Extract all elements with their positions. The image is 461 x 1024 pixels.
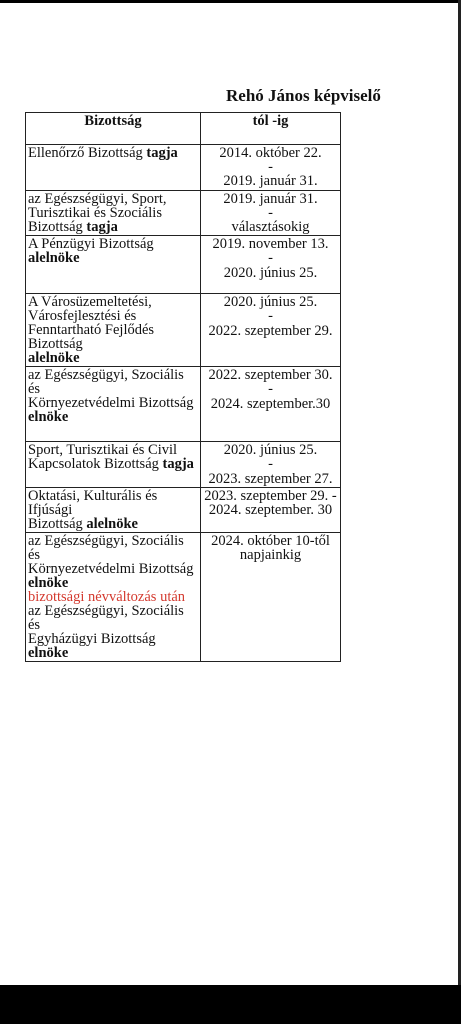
committee-text: Bizottság <box>28 516 87 533</box>
role-text: elnöke <box>28 409 69 426</box>
committee-line <box>28 337 198 351</box>
period-line: - <box>268 308 273 325</box>
period-line: - <box>268 381 273 398</box>
name-change-note: bizottsági névváltozás után <box>28 589 186 606</box>
period-line: 2022. szeptember 29. <box>208 322 333 339</box>
committee-cell <box>26 367 201 442</box>
table-row <box>26 442 341 488</box>
period-line: 2023. szeptember 29. - <box>204 488 337 505</box>
role-text: alelnöke <box>86 516 138 533</box>
period-line: 2023. szeptember 27. <box>208 470 333 487</box>
navigation-bar <box>0 985 461 1024</box>
table-header-row <box>26 113 341 145</box>
table-row <box>26 145 341 191</box>
committee-text: Ellenőrző Bizottság <box>28 145 147 161</box>
committee-line <box>28 251 198 265</box>
committee-text: az Egészségügyi, Szociális és <box>28 533 184 564</box>
committee-text: Bizottság <box>28 218 87 235</box>
period-line: 2024. szeptember. 30 <box>208 502 333 519</box>
committee-cell <box>26 533 201 662</box>
period-cell <box>201 236 341 294</box>
period-line: 2024. szeptember.30 <box>210 395 331 412</box>
period-cell <box>201 145 341 191</box>
table-row <box>26 533 341 662</box>
committee-line <box>28 146 198 160</box>
committee-line <box>28 590 198 604</box>
committee-cell <box>26 190 201 236</box>
committee-line <box>28 206 198 220</box>
period-line: 2020. június 25. <box>223 294 318 311</box>
committee-text: Egyházügyi Bizottság <box>28 631 156 648</box>
committee-line <box>28 604 198 632</box>
committee-line <box>28 534 198 562</box>
committee-line <box>28 646 198 660</box>
committee-line <box>28 323 198 337</box>
role-text: elnöke <box>28 645 69 662</box>
committee-text: A Pénzügyi Bizottság <box>28 236 154 253</box>
committee-line <box>28 632 198 646</box>
period-line: 2020. június 25. <box>223 264 318 281</box>
committee-text: A Városüzemeltetési, <box>28 294 152 311</box>
committee-cell <box>26 294 201 367</box>
committee-text: Környezetvédelmi Bizottság <box>28 395 194 412</box>
committee-cell <box>26 488 201 533</box>
role-text: tagja <box>86 218 118 235</box>
header-period: tól -ig <box>201 113 341 145</box>
committee-line <box>28 489 198 517</box>
committee-text: Környezetvédelmi Bizottság <box>28 561 194 578</box>
period-line: - <box>268 456 273 473</box>
period-line: 2020. június 25. <box>223 442 318 459</box>
role-text: elnöke <box>28 575 69 592</box>
table-row <box>26 488 341 533</box>
committee-line <box>28 457 198 471</box>
committee-line <box>28 443 198 457</box>
period-line: 2019. január 31. <box>223 173 318 190</box>
committee-text: az Egészségügyi, Sport, <box>28 190 167 207</box>
period-line: - <box>268 250 273 267</box>
committee-line <box>28 220 198 234</box>
committee-line <box>28 237 198 251</box>
document-title: Rehó János képviselő <box>226 86 381 105</box>
committee-line <box>28 517 198 531</box>
committee-line <box>28 309 198 323</box>
role-text: tagja <box>162 456 194 473</box>
period-cell <box>201 190 341 236</box>
committee-text: az Egészségügyi, Szociális és <box>28 603 184 634</box>
table-row <box>26 294 341 367</box>
period-cell <box>201 442 341 488</box>
committee-text: az Egészségügyi, Szociális és <box>28 367 184 398</box>
role-text: alelnöke <box>28 350 80 367</box>
period-line: 2022. szeptember 30. <box>208 367 333 384</box>
committee-cell <box>26 442 201 488</box>
committee-line <box>28 295 198 309</box>
committee-text: Városfejlesztési és <box>28 308 137 325</box>
period-line: 2019. november 13. <box>212 236 329 253</box>
committee-line <box>28 576 198 590</box>
period-line: 2019. január 31. <box>223 190 318 207</box>
table-row <box>26 367 341 442</box>
table-row <box>26 190 341 236</box>
committee-line <box>28 192 198 206</box>
committee-text: Turisztikai és Szociális <box>28 204 162 221</box>
top-status-strip <box>0 0 461 3</box>
committee-text: Kapcsolatok Bizottság <box>28 456 163 473</box>
period-line: választásokig <box>231 219 310 236</box>
period-cell <box>201 533 341 662</box>
committee-line <box>28 410 198 424</box>
committee-line <box>28 368 198 396</box>
committee-line <box>28 351 198 365</box>
period-line: - <box>268 159 273 176</box>
period-line: 2014. október 22. <box>219 145 322 161</box>
committee-text: Fenntartható Fejlődés <box>28 322 155 339</box>
header-committee: Bizottság <box>26 113 201 145</box>
period-line: 2024. október 10-től <box>211 533 330 550</box>
period-cell <box>201 488 341 533</box>
committee-cell <box>26 236 201 294</box>
period-line: napjainkig <box>239 547 302 564</box>
committee-text: Sport, Turisztikai és Civil <box>28 442 178 459</box>
committee-text: Bizottság <box>28 336 83 353</box>
table-row <box>26 236 341 294</box>
role-text: alelnöke <box>28 250 80 267</box>
committee-table <box>25 112 341 662</box>
committee-line <box>28 562 198 576</box>
period-cell <box>201 367 341 442</box>
period-line: - <box>268 204 273 221</box>
period-cell <box>201 294 341 367</box>
committee-line <box>28 396 198 410</box>
role-text: tagja <box>146 145 178 161</box>
committee-cell <box>26 145 201 191</box>
committee-text: Oktatási, Kulturális és Ifjúsági <box>28 488 158 519</box>
